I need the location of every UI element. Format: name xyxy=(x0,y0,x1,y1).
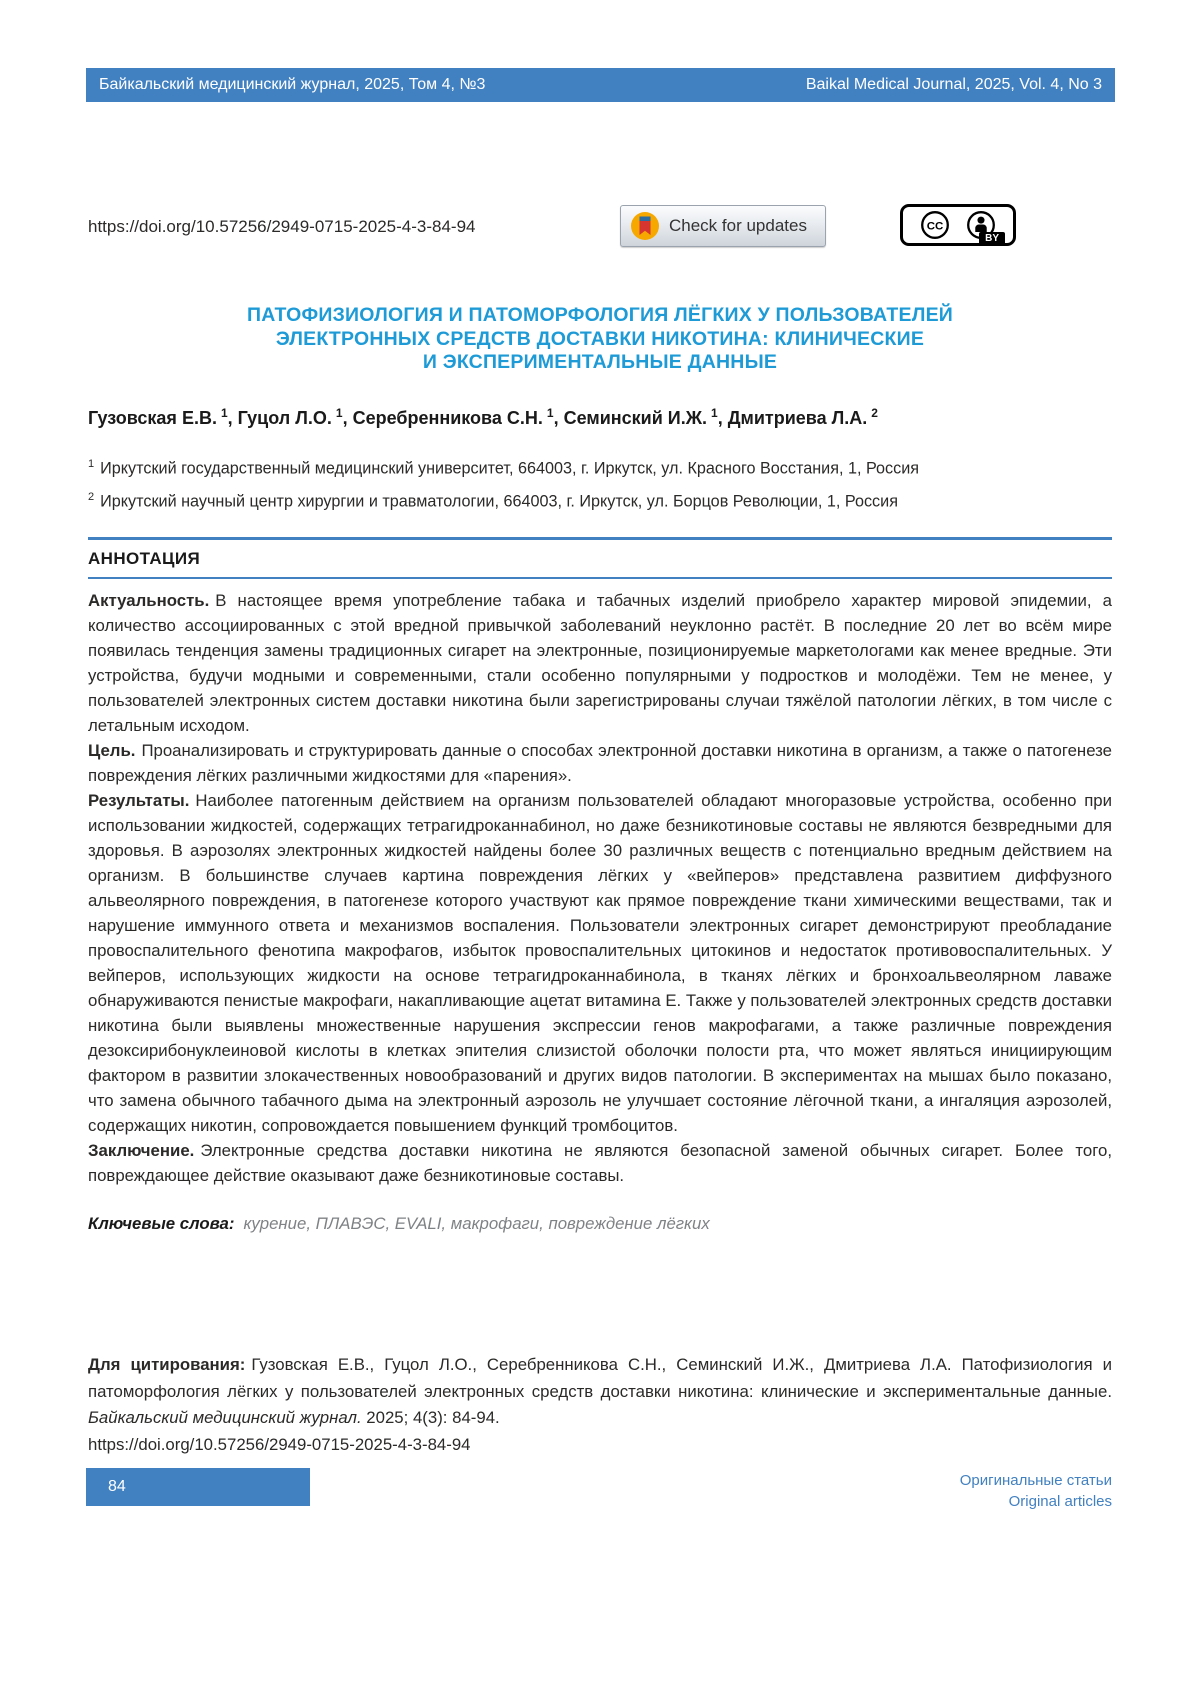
footer-section-labels xyxy=(960,1468,1112,1512)
article-title xyxy=(88,304,1112,375)
author-separator: , xyxy=(227,408,238,428)
abstract-section-text: Наиболее патогенным действием на организм пользователей обладают многоразовые устройства, особенно при использовании жидкостей, содержащих тетрагидроканнабинол, но даже безникотиновые составы не являются безвредными для здоровья. В аэрозолях электронных жидкостей найдены более 30 различных веществ с потенциально вредным действием на организм. В большинстве случаев картина повреждения лёгких у «вейперов» представлена развитием диффузного альвеолярного повреждения, в патогенезе которого участвуют как прямое повреждение ткани химическими веществами, так и нарушение иммунного ответа и механизмов воспаления. Пользователи электронных сигарет демонстрируют преобладание провоспалительного фенотипа макрофагов, избыток провоспалительных цитокинов и недостаток противовоспалительных. У вейперов, использующих жидкости на основе тетрагидроканнабинола, в тканях лёгких и бронхоальвеолярном лаваже обнаруживаются пенистые макрофаги, накапливающие ацетат витамина Е. Также у пользователей электронных средств доставки никотина были выявлены множественные нарушения экспрессии генов макрофагами, а также различные повреждения дезоксирибонуклеиновой кислоты в клетках эпителия слизистой оболочки полости рта, что может являться инициирующим фактором в развитии злокачественных новообразований и других видов патологии. В экспериментах на мышах было показано, что замена обычного табачного дыма на электронный аэрозоль не улучшает состояние лёгочной ткани, а ингаляция аэрозолей, содержащих никотин, сопровождается повышением функций тромбоцитов. xyxy=(88,791,1112,1135)
cc-by-license-badge[interactable] xyxy=(900,204,1016,246)
author xyxy=(88,408,238,428)
abstract-heading-section xyxy=(88,537,1112,579)
author xyxy=(564,408,728,428)
cc-by-label: BY xyxy=(979,232,1005,245)
footer-section-ru: Оригинальные статьи xyxy=(959,1472,1112,1489)
svg-text:CC: CC xyxy=(926,220,943,233)
author-separator: , xyxy=(342,408,353,428)
abstract-section-label: Цель. xyxy=(88,741,136,760)
page-number-box xyxy=(86,1468,310,1506)
affiliation-number: 1 xyxy=(88,458,95,470)
author-separator: , xyxy=(553,408,564,428)
abstract-section-relevance xyxy=(88,588,1112,738)
footer-section-en: Original articles xyxy=(1008,1493,1112,1510)
abstract-section-label: Актуальность. xyxy=(88,591,210,610)
abstract-section-label: Заключение. xyxy=(88,1141,195,1160)
abstract-heading: АННОТАЦИЯ xyxy=(88,549,201,568)
author-affiliation-ref: 1 xyxy=(335,406,343,420)
author-separator: , xyxy=(717,408,728,428)
author-name: Серебренникова С.Н. xyxy=(352,408,543,428)
affiliation xyxy=(88,450,1112,483)
citation-doi-link[interactable]: https://doi.org/10.57256/2949-0715-2025-4-3-84-94 xyxy=(88,1434,471,1454)
doi-link[interactable]: https://doi.org/10.57256/2949-0715-2025-4-3-84-94 xyxy=(88,217,476,236)
affiliation xyxy=(88,483,1112,516)
author-name: Дмитриева Л.А. xyxy=(727,408,868,428)
author-affiliation-ref: 1 xyxy=(711,406,718,420)
doi-row xyxy=(88,203,1112,251)
author-affiliation-ref: 1 xyxy=(220,406,228,420)
author xyxy=(353,408,564,428)
author-affiliation-ref: 1 xyxy=(546,406,554,420)
check-for-updates-button[interactable] xyxy=(620,205,826,247)
citation-label: Для цитирования: xyxy=(88,1355,246,1374)
abstract-section-conclusion xyxy=(88,1138,1112,1188)
journal-header-bar xyxy=(86,68,1115,102)
author xyxy=(728,408,878,428)
journal-title-en: Baikal Medical Journal, 2025, Vol. 4, No 3 xyxy=(805,76,1102,93)
author-name: Гуцол Л.О. xyxy=(237,408,332,428)
affiliation-number: 2 xyxy=(88,491,95,504)
article-title-line-1: ПАТОФИЗИОЛОГИЯ И ПАТОМОРФОЛОГИЯ ЛЁГКИХ У ПОЛЬЗОВАТЕЛЕЙ xyxy=(247,304,953,327)
abstract-section-text: Электронные средства доставки никотина не являются безопасной заменой обычных сигарет. Более того, повреждающее действие оказывают даже безникотиновые составы. xyxy=(88,1141,1112,1185)
author-affiliation-ref: 2 xyxy=(871,406,878,420)
author-name: Гузовская Е.В. xyxy=(88,408,217,428)
abstract-section-aim xyxy=(88,738,1112,788)
affiliations xyxy=(88,450,1112,517)
abstract-section-text: В настоящее время употребление табака и табачных изделий приобрело характер мировой эпидемии, а количество ассоциированных с этой вредной привычкой заболеваний неуклонно растёт. В последние 20 лет во всём мире появилась тенденция замены традиционных сигарет на электронные, позиционируемые маркетологами как менее вредные. Эти устройства, будучи модными и современными, стали особенно популярными у подростков и молодёжи. Тем не менее, у пользователей электронных систем доставки никотина были зарегистрированы случаи тяжёлой патологии лёгких, в том числе с летальным исходом. xyxy=(88,591,1112,735)
citation-text: Гузовская Е.В., Гуцол Л.О., Серебренникова С.Н., Семинский И.Ж., Дмитриева Л.А. Патофизиология и патоморфология лёгких у пользователей электронных средств доставки никотина: клинические и экспериментальные данные. xyxy=(88,1355,1112,1401)
page-footer xyxy=(86,1468,1112,1512)
journal-title-ru: Байкальский медицинский журнал, 2025, Том 4, №3 xyxy=(99,76,486,93)
author xyxy=(238,408,353,428)
abstract-section-results xyxy=(88,788,1112,1138)
abstract-section-label: Результаты. xyxy=(88,791,190,810)
affiliation-text: Иркутский государственный медицинский университет, 664003, г. Иркутск, ул. Красного Восстания, 1, Россия xyxy=(100,459,920,478)
citation-journal-name: Байкальский медицинский журнал. xyxy=(88,1408,362,1427)
check-for-updates-label: Check for updates xyxy=(669,216,807,235)
keywords-text: курение, ПЛАВЭС, EVALI, макрофаги, повреждение лёгких xyxy=(243,1213,710,1233)
article-title-line-2: ЭЛЕКТРОННЫХ СРЕДСТВ ДОСТАВКИ НИКОТИНА: КЛИНИЧЕСКИЕ xyxy=(275,327,925,350)
article-title-line-3: И ЭКСПЕРИМЕНТАЛЬНЫЕ ДАННЫЕ xyxy=(422,351,778,374)
crossmark-icon xyxy=(630,211,660,241)
citation-tail: 2025; 4(3): 84-94. xyxy=(366,1408,500,1427)
keywords-line xyxy=(88,1214,1112,1234)
page-number: 84 xyxy=(108,1478,126,1495)
abstract-section-text: Проанализировать и структурировать данные о способах электронной доставки никотина в организм, а также о патогенезе повреждения лёгких различными жидкостями для «парения». xyxy=(88,741,1112,785)
abstract-body xyxy=(88,588,1112,1188)
cc-icon xyxy=(920,210,950,240)
keywords-label: Ключевые слова: xyxy=(88,1213,235,1233)
authors-line xyxy=(88,406,1112,429)
affiliation-text: Иркутский научный центр хирургии и травматологии, 664003, г. Иркутск, ул. Борцов Революции, 1, Россия xyxy=(100,492,898,511)
author-name: Семинский И.Ж. xyxy=(563,408,707,428)
citation-block xyxy=(88,1352,1112,1458)
